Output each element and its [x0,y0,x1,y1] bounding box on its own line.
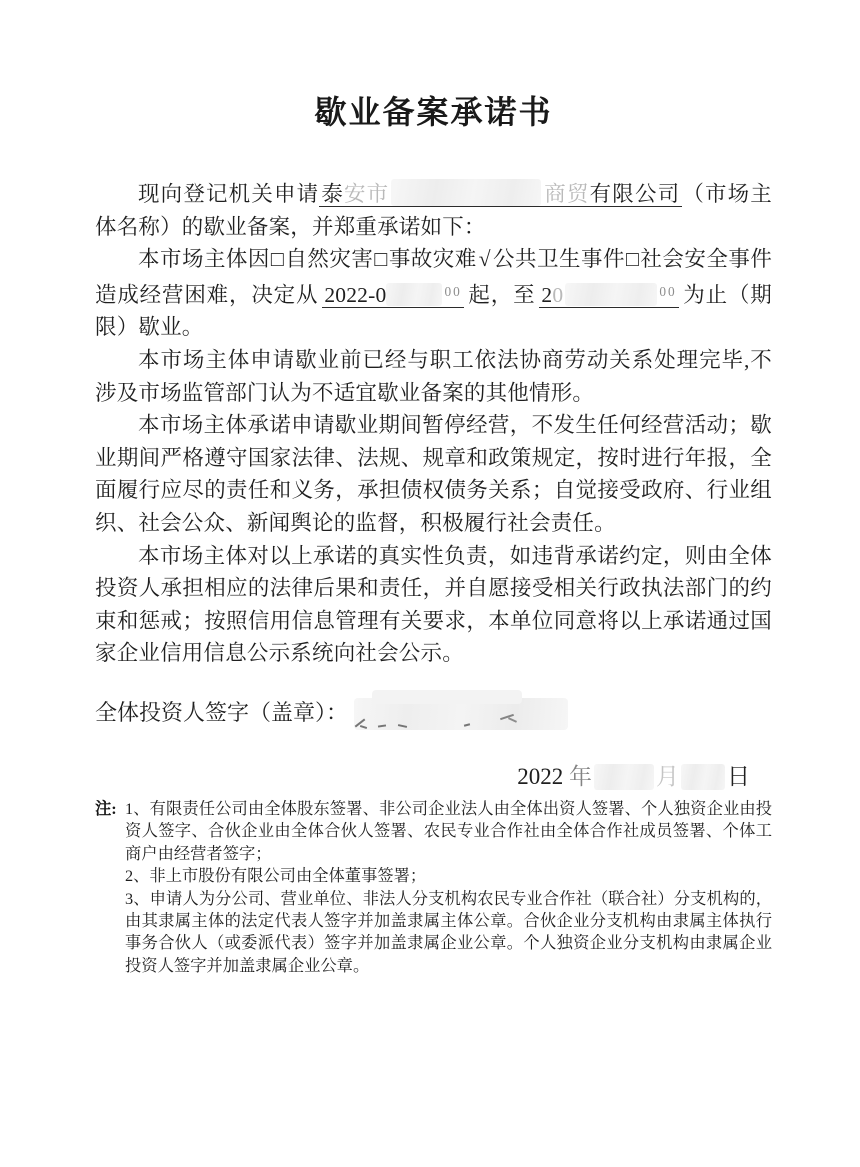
end-date-partial-digits: 00 [659,283,677,299]
checkmark-public-health-icon: √ [478,247,491,272]
signature-label: 全体投资人签字（盖章）： [95,699,349,725]
paragraph-cause-between: 起，至 [467,282,536,307]
option-natural-disaster: 自然灾害 [285,247,374,272]
paragraph-application [95,178,772,243]
paragraph-application-tail: （市场主体名称）的歇业备案，并郑重承诺如下： [95,182,773,239]
option-social-security: 社会安全事件造成经营困难，决定从 [95,247,773,307]
signature-line [95,696,772,730]
notes-list [125,798,772,977]
redaction-day [681,764,725,790]
redaction-end-date [565,283,657,306]
end-date-faint: 0 [552,282,564,307]
paragraph-labor-relations: 本市场主体申请歇业前已经与职工依法协商劳动关系处理完毕,不涉及市场监管部门认为不适宜歇业备案的其他情形。 [95,347,772,405]
paragraph-application-lead: 现向登记机关申请 [138,182,320,206]
paragraph-commitments: 本市场主体承诺申请歇业期间暂停经营，不发生任何经营活动；歇业期间严格遵守国家法律、法规、规章和政策规定，按时进行年报，全面履行应尽的责任和义务，承担债权债务关系；自觉接受政府、行业组织、社会公众、新闻舆论的监督，积极履行社会责任。 [95,413,772,535]
date-year: 2022 [517,763,564,789]
company-name-faint-end: 商贸 [543,182,590,206]
redaction-start-date [386,283,442,306]
date-year-unit: 年 [569,763,592,789]
paragraph-cause [95,243,772,344]
notes-section [95,798,772,977]
checkbox-natural-disaster-icon: □ [270,247,285,272]
company-name-faint-mid: 安市 [344,182,390,206]
paragraph-cause-tail: 为止（期限）歇业。 [95,282,772,340]
date-month-unit: 月 [656,763,679,789]
company-name-field [319,182,682,207]
note-item-2: 2、非上市股份有限公司由全体董事签署； [125,866,427,886]
paragraph-liability: 本市场主体对以上承诺的真实性负责，如违背承诺约定，则由全体投资人承担相应的法律后果和责任，并自愿接受相关行政执法部门的约束和惩戒；按照信用信息管理有关要求，本单位同意将以上承诺通过国家企业信用信息公示系统向社会公示。 [95,543,772,666]
date-day-unit: 日 [727,763,750,789]
start-date-field [322,283,463,308]
signature-redacted [354,698,568,730]
notes-label: 注: [95,798,117,818]
company-name-suffix: 有限公司 [589,182,681,206]
note-item-3: 3、申请人为分公司、营业单位、非法人分支机构农民专业合作社（联合社）分支机构的，由其隶属主体的法定代表人签字并加盖隶属主体公章。合伙企业分支机构由隶属主体执行事务合伙人（或委派代表）签字并加盖隶属企业公章。个人独资企业分支机构由隶属企业投资人签字并加盖隶属企业公章。 [125,888,772,975]
date-line [95,762,772,792]
start-date-partial-digits: 00 [444,283,462,299]
checkbox-social-security-icon: □ [625,247,640,272]
redaction-company-name [391,179,541,206]
paragraph-cause-start: 本市场主体因 [138,247,270,272]
end-date-visible: 2 [541,282,553,307]
option-accident: 事故灾难 [388,247,477,272]
option-public-health: 公共卫生事件 [492,247,625,272]
document-title: 歇业备案承诺书 [314,94,553,130]
start-date-visible: 2022-0 [324,282,387,307]
note-item-1: 1、有限责任公司由全体股东签署、非公司企业法人由全体出资人签署、个人独资企业由投资人签字、合伙企业由全体合伙人签署、农民专业合作社由全体合作社成员签署、个体工商户由经营者签字； [125,798,772,863]
checkbox-accident-icon: □ [374,247,388,272]
company-name-prefix: 泰 [321,182,344,206]
end-date-field [539,283,678,308]
redaction-month [594,764,654,790]
